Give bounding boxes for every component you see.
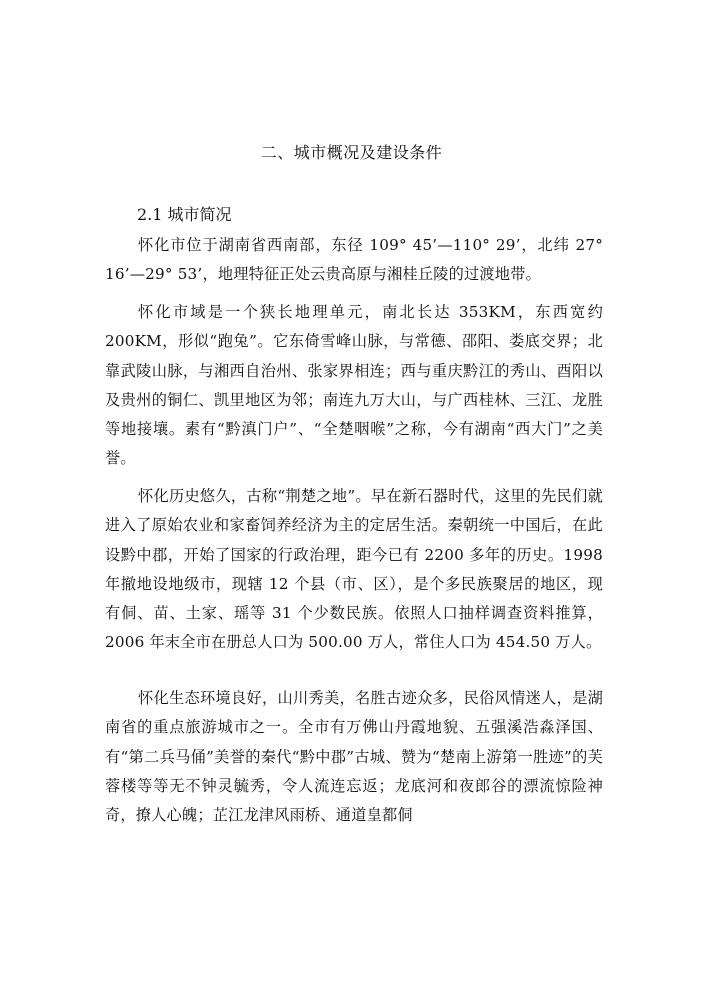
paragraph-history: 怀化历史悠久，古称“荆楚之地”。早在新石器时代，这里的先民们就进入了原始农业和家畜饲养经济为主的定居生活。秦朝统一中国后，在此设黔中郡，开始了国家的行政治理，距今已有 2200 多年的历史。1998 年撤地设地级市，现辖 12 个县（市、区），是个多民族聚居的地区，现有侗、苗、土家、瑶等 31 个少数民族。依照人口抽样调查资料推算，2006 年末全市在册总人口为 500.00 万人，常住人口为 454.50 万人。 [105,487,603,652]
paragraph-location: 怀化市位于湖南省西南部，东径 109° 45’—110° 29’，北纬 27° 16’—29° 53’，地理特征正处云贵高原与湘桂丘陵的过渡地带。 [105,236,603,284]
chapter-title: 二、城市概况及建设条件 [260,143,443,162]
paragraph-tourism: 怀化生态环境良好，山川秀美，名胜古迹众多，民俗风情迷人，是湖南省的重点旅游城市之一。全市有万佛山丹霞地貌、五强溪浩淼泽国、有“第二兵马俑”美誉的秦代“黔中郡”古城、赞为“楚南上游第一胜迹”的芙蓉楼等等无不钟灵毓秀，令人流连忘返；龙底河和夜郎谷的漂流惊险神奇，撩人心魄；芷江龙津风雨桥、通道皇都侗 [105,689,603,825]
section-heading: 2.1 城市简况 [137,205,232,224]
paragraph-geography: 怀化市域是一个狭长地理单元，南北长达 353KM，东西宽约 200KM，形似“跑兔”。它东倚雪峰山脉，与常德、邵阳、娄底交界；北靠武陵山脉，与湘西自治州、张家界相连；西与重庆黔江的秀山、酉阳以及贵州的铜仁、凯里地区为邻；南连九万大山，与广西桂林、三江、龙胜等地接壤。素有“黔滇门户”、“全楚咽喉”之称，今有湖南“西大门”之美誉。 [105,303,603,468]
